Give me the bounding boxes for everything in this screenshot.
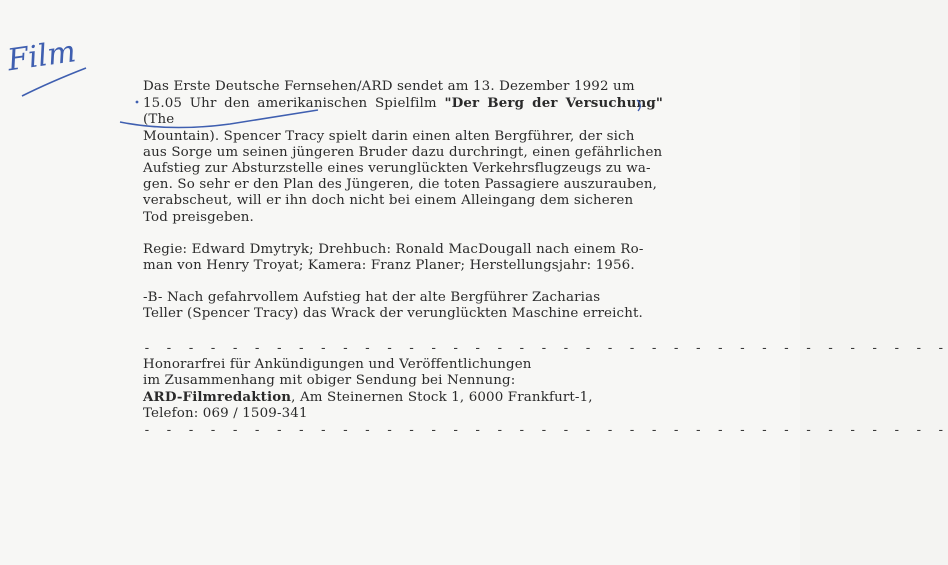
film-title: "Der Berg der Versuchung" xyxy=(444,95,663,112)
synopsis-line: Tod preisgeben. xyxy=(143,209,254,225)
credits-line: man von Henry Troyat; Kamera: Franz Planer; Herstellungsjahr: 1956. xyxy=(143,258,635,274)
synopsis-line: Mountain). Spencer Tracy spielt darin einen alten Bergführer, der sich xyxy=(143,128,635,144)
handwritten-note: Film xyxy=(5,34,79,79)
synopsis-line: Aufstieg zur Absturzstelle eines verunglückten Verkehrsflugzeugs zu wa- xyxy=(143,161,651,177)
synopsis-line: gen. So sehr er den Plan des Jüngeren, die toten Passagiere auszurauben, xyxy=(143,177,658,193)
synopsis-line: verabscheut, will er ihn doch nicht bei einem Alleingang dem sicheren xyxy=(143,193,634,209)
organization-name: ARD-Filmredaktion xyxy=(143,389,292,406)
dashed-separator-top: - - - - - - - - - - - - - - - - - - - - - - - - - - - - - - - - - - - - - xyxy=(143,340,948,356)
caption-line: -B- Nach gefahrvollem Aufstieg hat der alte Bergführer Zacharias xyxy=(143,290,601,306)
synopsis-line: Das Erste Deutsche Fernsehen/ARD sendet am 13. Dezember 1992 um xyxy=(143,79,635,94)
footer-phone: Telefon: 069 / 1509-341 xyxy=(143,406,308,422)
footer-address xyxy=(143,389,663,406)
address-text: , Am Steinernen Stock 1, 6000 Frankfurt-1, xyxy=(291,390,593,406)
handwritten-stroke xyxy=(22,68,86,96)
synopsis-line: (The xyxy=(143,112,175,128)
paragraph-synopsis xyxy=(143,79,663,226)
synopsis-line: aus Sorge um seinen jüngeren Bruder dazu durchringt, einen gefährlichen xyxy=(143,144,663,160)
footer-line: Honorarfrei für Ankündigungen und Veröffentlichungen xyxy=(143,356,532,372)
paragraph-credits xyxy=(143,242,663,274)
footer-notice xyxy=(143,340,948,439)
press-release-text xyxy=(143,79,948,439)
caption-line: Teller (Spencer Tracy) das Wrack der verunglückten Maschine erreicht. xyxy=(143,306,643,322)
pen-dot-mark xyxy=(136,101,139,104)
paragraph-photo-caption xyxy=(143,290,663,322)
dashed-separator-bottom: - - - - - - - - - - - - - - - - - - - - - - - - - - - - - - - - - - - - - xyxy=(143,422,948,438)
credits-line: Regie: Edward Dmytryk; Drehbuch: Ronald MacDougall nach einem Ro- xyxy=(143,241,644,257)
synopsis-line: 15.05 Uhr den amerikanischen Spielfilm xyxy=(143,96,445,112)
footer-line: im Zusammenhang mit obiger Sendung bei Nennung: xyxy=(143,373,516,389)
